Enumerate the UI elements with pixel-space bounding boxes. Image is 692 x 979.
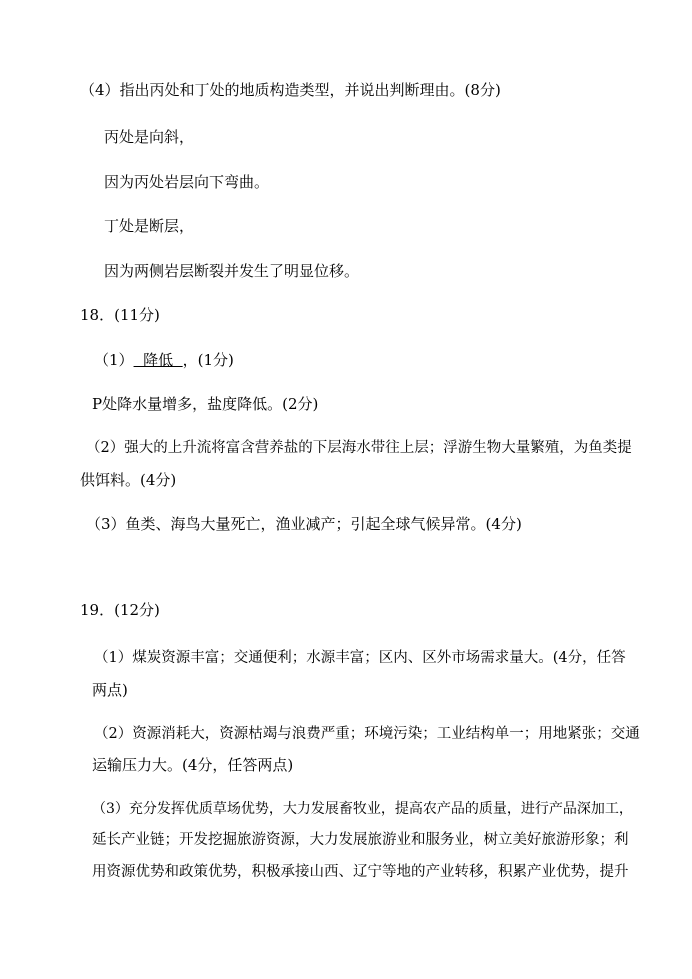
q18-part1-suffix: ，(1分) xyxy=(182,351,234,369)
q17-answer-line-4: 因为两侧岩层断裂并发生了明显位移。 xyxy=(104,262,360,280)
q17-part4-question: （4）指出丙处和丁处的地质构造类型，并说出判断理由。(8分) xyxy=(80,81,501,99)
q18-part2-line-1: （2）强大的上升流将富含营养盐的下层海水带往上层；浮游生物大量繁殖，为鱼类提 xyxy=(86,440,632,456)
q19-part1-line-1: （1）煤炭资源丰富；交通便利；水源丰富；区内、区外市场需求量大。(4分，任答 xyxy=(94,650,626,666)
q19-part3-line-1: （3）充分发挥优质草场优势，大力发展畜牧业，提高农产品的质量，进行产品深加工， xyxy=(92,801,633,817)
q18-part1-reason: P处降水量增多，盐度降低。(2分) xyxy=(92,395,319,413)
q18-part2-line-2: 供饵料。(4分) xyxy=(80,471,177,489)
q18-part1-answer xyxy=(94,350,234,370)
q17-answer-line-1: 丙处是向斜， xyxy=(104,128,195,146)
q18-part1-blank: 降低 xyxy=(133,351,183,369)
q19-part1-line-2: 两点) xyxy=(92,681,128,699)
q18-part1-prefix: （1） xyxy=(94,351,134,369)
q17-answer-line-3: 丁处是断层， xyxy=(104,217,195,235)
q19-part3-line-3: 用资源优势和政策优势，积极承接山西、辽宁等地的产业转移，积累产业优势，提升 xyxy=(92,864,629,880)
q17-answer-line-2: 因为丙处岩层向下弯曲。 xyxy=(104,173,270,191)
q19-part2-line-1: （2）资源消耗大，资源枯竭与浪费严重；环境污染；工业结构单一；用地紧张；交通 xyxy=(94,726,640,742)
q19-part3-line-2: 延长产业链；开发挖掘旅游资源，大力发展旅游业和服务业，树立美好旅游形象；利 xyxy=(92,832,629,848)
q19-header: 19．(12分) xyxy=(80,601,160,619)
q18-header: 18．(11分) xyxy=(80,306,160,324)
q18-part3: （3）鱼类、海鸟大量死亡，渔业减产；引起全球气候异常。(4分) xyxy=(86,515,522,533)
q19-part2-line-2: 运输压力大。(4分，任答两点) xyxy=(92,756,294,774)
